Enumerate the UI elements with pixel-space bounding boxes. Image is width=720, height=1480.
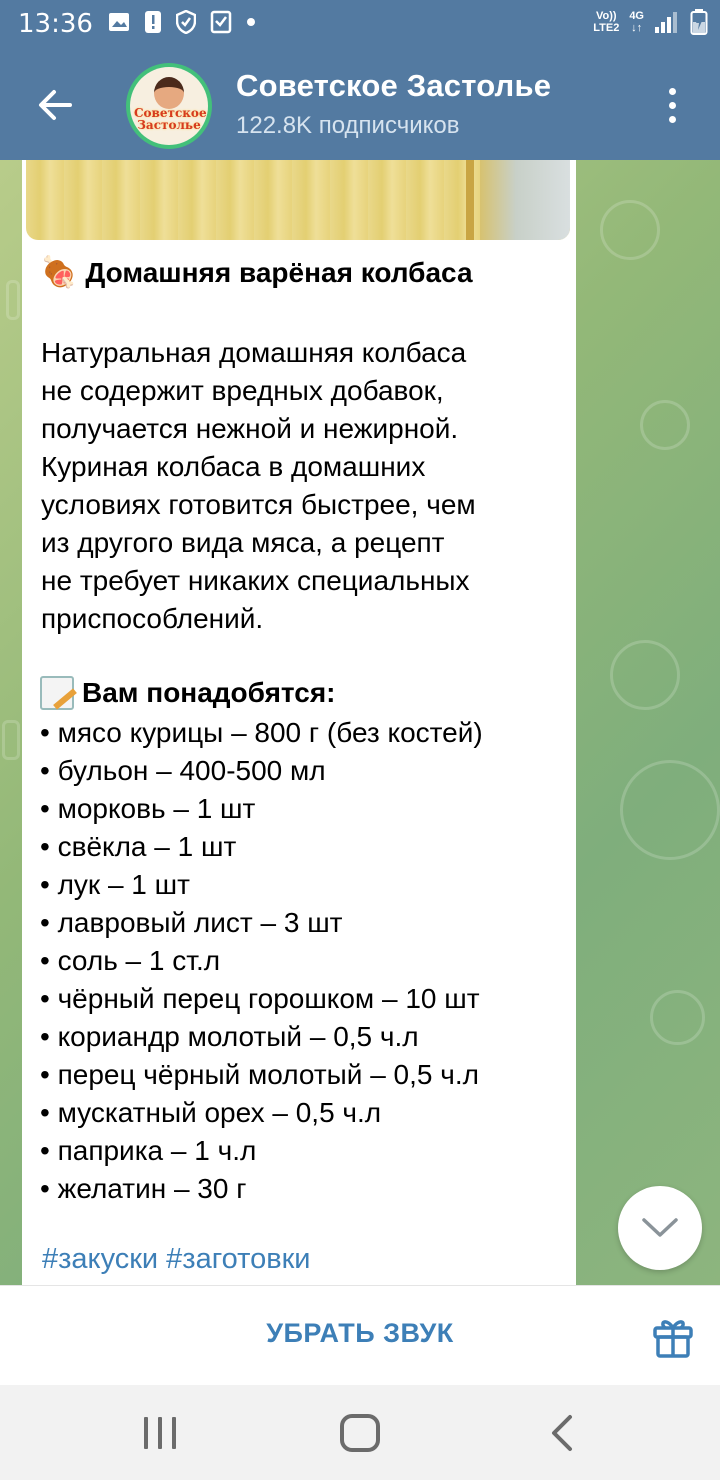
gift-icon	[650, 1314, 696, 1360]
ingredient-item: • паприка – 1 ч.л	[40, 1135, 257, 1166]
doodle-pattern	[610, 640, 680, 710]
network-type-label: 4G	[629, 10, 644, 22]
gift-button[interactable]	[650, 1314, 696, 1360]
volte-label: Vo))	[595, 10, 617, 22]
status-time: 13:36	[18, 9, 93, 39]
chevron-down-icon	[640, 1216, 680, 1240]
checkbox-icon	[210, 10, 232, 34]
channel-avatar[interactable]	[126, 63, 212, 149]
photo-detail	[480, 160, 570, 240]
ingredient-item: • морковь – 1 шт	[40, 793, 256, 824]
back-arrow-icon	[30, 80, 80, 130]
mute-button[interactable]: УБРАТЬ ЗВУК	[266, 1318, 454, 1348]
hashtag-link[interactable]: #закуски	[42, 1243, 159, 1275]
nav-back-icon	[546, 1413, 580, 1453]
doodle-pattern	[2, 720, 20, 760]
alert-icon	[144, 10, 162, 34]
avatar-logo: Советское Застолье	[134, 106, 207, 132]
ingredient-item: • соль – 1 ст.л	[40, 945, 221, 976]
ingredient-item: • кориандр молотый – 0,5 ч.л	[40, 1021, 419, 1052]
menu-dot-icon	[669, 102, 676, 109]
network-type	[629, 10, 644, 34]
doodle-pattern	[640, 400, 690, 450]
ingredient-item: • желатин – 30 г	[40, 1173, 247, 1204]
ingredient-item: • лук – 1 шт	[40, 869, 190, 900]
data-arrows-icon: ↓↑	[631, 22, 643, 34]
back-button[interactable]	[30, 80, 80, 130]
doodle-pattern	[650, 990, 705, 1045]
ingredient-item: • лавровый лист – 3 шт	[40, 907, 343, 938]
menu-dot-icon	[669, 116, 676, 123]
dot-icon	[246, 17, 256, 27]
ingredient-item: • чёрный перец горошком – 10 шт	[40, 983, 480, 1014]
avatar-face-icon	[154, 77, 184, 109]
message-photo[interactable]	[26, 160, 570, 240]
doodle-pattern	[620, 760, 720, 860]
recent-apps-icon	[140, 1415, 180, 1451]
subscriber-count: 122.8K подписчиков	[236, 112, 460, 139]
hashtag-link[interactable]: #заготовки	[166, 1243, 311, 1275]
message-title	[40, 255, 473, 290]
recent-apps-button[interactable]	[140, 1415, 180, 1451]
system-nav-bar	[0, 1385, 720, 1480]
message-title-text: Домашняя варёная колбаса	[85, 256, 473, 288]
ingredient-item: • мясо курицы – 800 г (без костей)	[40, 717, 483, 748]
channel-title[interactable]: Советское Застолье	[236, 68, 552, 103]
memo-icon	[40, 676, 74, 710]
photo-detail	[466, 160, 474, 240]
ingredient-item: • перец чёрный молотый – 0,5 ч.л	[40, 1059, 479, 1090]
doodle-pattern	[6, 280, 20, 320]
ingredient-item: • бульон – 400-500 мл	[40, 755, 326, 786]
notification-icons	[108, 10, 256, 34]
battery-icon	[690, 8, 708, 36]
ingredients-list	[40, 714, 570, 1208]
hashtags	[42, 1243, 311, 1276]
meat-on-bone-icon: 🍖	[40, 256, 78, 289]
scroll-to-bottom-button[interactable]	[618, 1186, 702, 1270]
ingredient-item: • свёкла – 1 шт	[40, 831, 237, 862]
home-button[interactable]	[338, 1413, 382, 1453]
status-bar	[0, 0, 720, 50]
system-indicators	[593, 8, 708, 36]
home-icon	[338, 1413, 382, 1453]
signal-icon	[654, 10, 680, 34]
doodle-pattern	[600, 200, 660, 260]
nav-back-button[interactable]	[546, 1413, 580, 1453]
ingredient-item: • мускатный орех – 0,5 ч.л	[40, 1097, 382, 1128]
avatar-image	[130, 67, 208, 145]
more-menu-button[interactable]	[652, 80, 692, 130]
message-intro: Натуральная домашняя колбаса не содержит вредных добавок, получается нежной и нежирной. Куриная колбаса в домашних условиях готовится быстрее, чем из другого вида мяса, а рецепт не требует никаких специальных приспособлений.	[41, 337, 476, 634]
chat-header	[0, 50, 720, 160]
gallery-icon	[108, 11, 130, 33]
ingredients-heading-text: Вам понадобятся:	[82, 677, 336, 708]
shield-icon	[176, 10, 196, 34]
lte-label: LTE2	[593, 22, 620, 34]
ingredients-heading	[40, 676, 336, 710]
channel-bottom-bar	[0, 1285, 720, 1385]
network-label	[593, 10, 619, 34]
menu-dot-icon	[669, 88, 676, 95]
